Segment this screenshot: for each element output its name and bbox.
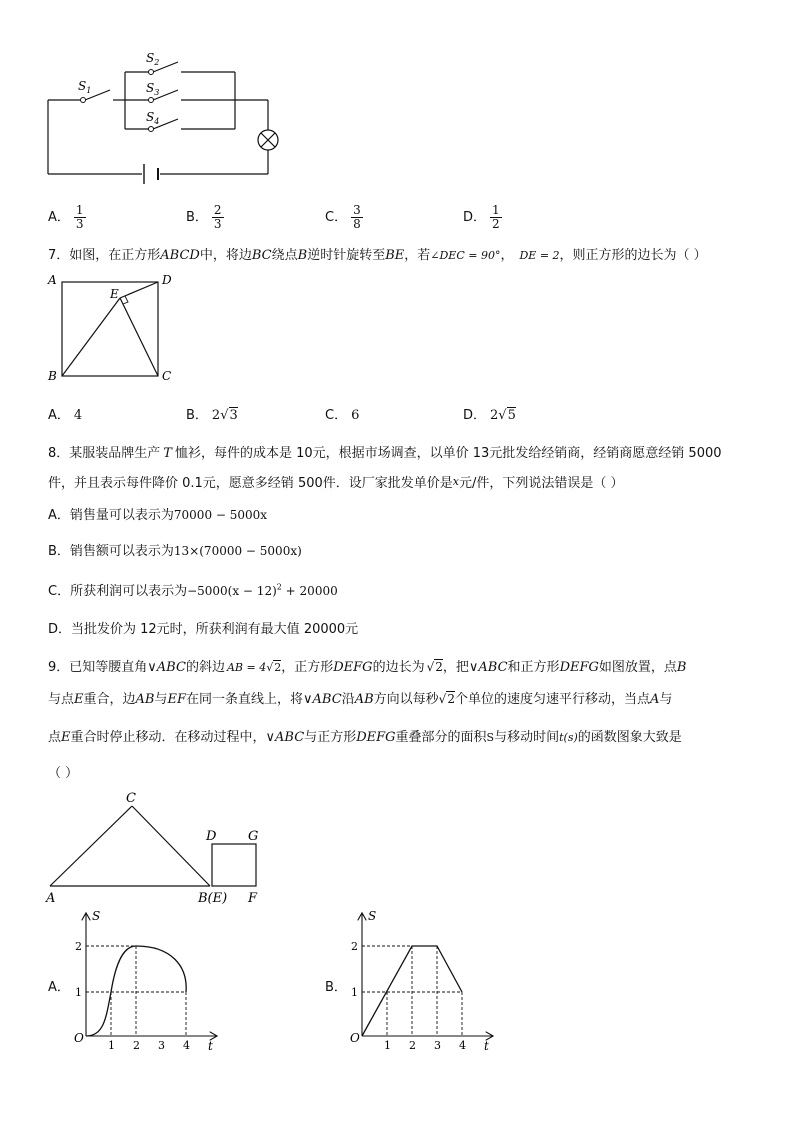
x-tick: 3 [434,1039,441,1052]
x-axis-label: t [484,1039,489,1053]
q9-stem-line1: 9．已知等腰直角∨ABC的斜边 AB = 4√2，正方形DEFG的边长为 √2，把∨ABC和正方形DEFG如图放置，点B [48,660,687,675]
q8-option-b[interactable]: B．销售额可以表示为13×(70000 − 5000x) [48,544,302,559]
q8-stem-line2: 件，并且表示每件降价 0.1元，愿意多经销 500件．设厂家批发单价是x元/件，下列说法错误是（ ） [48,475,624,491]
s2-label: $S_2$ [146,51,160,67]
s3-label: $S_3$ [146,81,160,97]
q9-stem-line2: 与点E重合，边AB与EF在同一条直线上，将∨ABC沿AB方向以每秒√2个单位的速度匀速平行移动，当点A与 [48,692,673,707]
q8-option-d[interactable]: D．当批发价为 12元时，所获利润有最大值 20000元 [48,622,359,637]
q9-graph-b[interactable] [342,906,502,1056]
x-tick: 1 [384,1039,391,1052]
circuit-diagram [40,50,290,190]
q7-square-figure [40,266,190,390]
y-tick: 2 [75,940,82,953]
x-tick: 4 [183,1039,190,1052]
x-tick: 1 [108,1039,115,1052]
q9-stem-line3: 点E重合时停止移动．在移动过程中，∨ABC与正方形DEFG重叠部分的面积S与移动时间t(s)的函数图象大致是 [48,730,682,745]
q7-option-a[interactable]: A． 4 [48,408,83,423]
q9-option-b-label[interactable]: B． [325,980,347,995]
y-tick: 2 [351,940,358,953]
x-axis-label: t [208,1039,213,1053]
q6-option-d[interactable]: D． $\frac{1}{2}$ [463,203,500,231]
s4-label: $S_4$ [146,110,160,126]
label-d: D [206,829,217,844]
s1-label: $S_1$ [78,79,92,95]
label-a: A [48,273,57,287]
label-b-e: B(E) [198,891,228,906]
x-tick: 3 [158,1039,165,1052]
y-tick: 1 [75,986,82,999]
q7-option-b[interactable]: B． 2√3 [186,408,238,423]
q9-triangle-square-figure [40,786,280,908]
y-axis-label: S [368,909,377,923]
origin-label: O [350,1031,360,1045]
q6-option-c[interactable]: C． $\frac{3}{8}$ [325,203,361,231]
q7-option-d[interactable]: D． 2√5 [463,408,516,423]
q8-option-c[interactable]: C．所获利润可以表示为$-5000(x - 12)^2 + 20000$ [48,582,338,599]
label-f: F [248,891,258,906]
q8-option-a[interactable]: A．销售量可以表示为70000 − 5000x [48,508,268,523]
q9-graph-a[interactable] [66,906,226,1056]
label-e: E [110,287,119,301]
y-tick: 1 [351,986,358,999]
x-tick: 4 [459,1039,466,1052]
q7-option-c[interactable]: C． 6 [325,408,360,423]
label-c: C [126,791,136,806]
q9-option-a-label[interactable]: A． [48,980,70,995]
q6-option-a[interactable]: A． $\frac{1}{3}$ [48,203,84,231]
q8-stem-line1: 8．某服装品牌生产 T 恤衫，每件的成本是 10元，根据市场调查，以单价 13元批发给经销商，经销商愿意经销 5000 [48,446,722,461]
q7-stem: 7．如图，在正方形ABCD中，将边BC绕点B逆时针旋转至BE，若∠DEC = 90°， DE = 2，则正方形的边长为（ ） [48,248,707,263]
label-d: D [162,273,172,287]
x-tick: 2 [409,1039,416,1052]
x-tick: 2 [133,1039,140,1052]
label-c: C [162,369,172,383]
label-a: A [46,891,56,906]
q9-paren: （ ） [48,766,79,781]
y-axis-label: S [92,909,101,923]
label-b: B [48,369,57,383]
origin-label: O [74,1031,84,1045]
label-g: G [248,829,259,844]
q6-option-b[interactable]: B． $\frac{2}{3}$ [186,203,222,231]
